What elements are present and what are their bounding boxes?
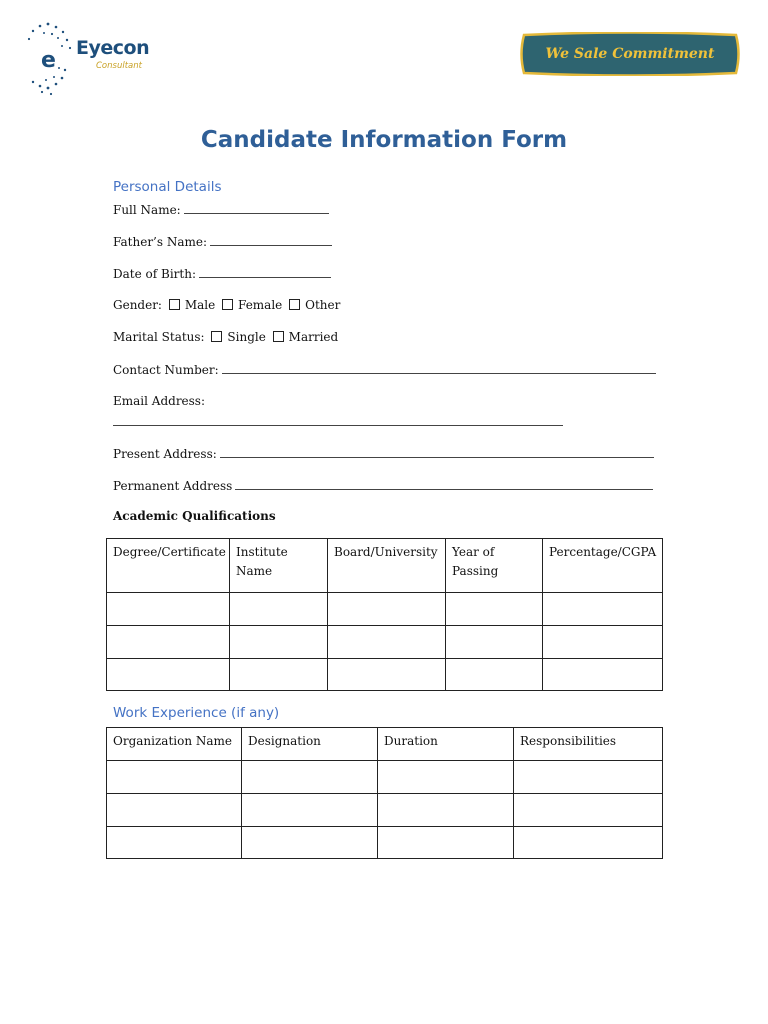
eye-logo-icon: [18, 20, 78, 98]
logo-subtitle: Consultant: [96, 61, 142, 71]
academic-qualifications-heading: Academic Qualifications: [113, 509, 276, 523]
table-cell[interactable]: [242, 827, 378, 859]
academic-table: [106, 538, 663, 691]
work-header-row: [107, 728, 663, 761]
work-experience-heading: Work Experience (if any): [113, 705, 280, 721]
marital-single-label: Single: [227, 330, 266, 344]
gender-female-label: Female: [238, 298, 283, 312]
gender-male-checkbox[interactable]: [169, 299, 180, 310]
gender-label: Gender:: [113, 298, 162, 312]
permanent-address-label: Permanent Address: [113, 479, 233, 493]
present-address-blank[interactable]: [220, 446, 654, 458]
table-row: [107, 761, 663, 794]
full-name-blank[interactable]: [184, 202, 329, 214]
table-cell[interactable]: [543, 626, 663, 659]
table-cell[interactable]: [230, 659, 328, 691]
table-cell[interactable]: [328, 593, 446, 626]
table-row: [107, 827, 663, 859]
academic-col-percentage: Percentage/CGPA: [543, 539, 663, 593]
gender-female-checkbox[interactable]: [222, 299, 233, 310]
table-cell[interactable]: [107, 626, 230, 659]
table-row: [107, 626, 663, 659]
table-cell[interactable]: [328, 626, 446, 659]
academic-col-year: Year of Passing: [446, 539, 543, 593]
permanent-address-blank[interactable]: [235, 478, 653, 490]
table-cell[interactable]: [514, 794, 663, 827]
father-name-field[interactable]: [113, 234, 332, 249]
dob-field[interactable]: [113, 266, 331, 281]
logo-name: Eyecon: [76, 37, 150, 59]
table-cell[interactable]: [107, 593, 230, 626]
academic-header-row: [107, 539, 663, 593]
table-cell[interactable]: [107, 659, 230, 691]
marital-status-field: [113, 330, 338, 344]
table-cell[interactable]: [514, 761, 663, 794]
marital-single-checkbox[interactable]: [211, 331, 222, 342]
marital-married-checkbox[interactable]: [273, 331, 284, 342]
contact-number-field[interactable]: [113, 362, 656, 377]
contact-number-label: Contact Number:: [113, 363, 219, 377]
email-blank[interactable]: [113, 414, 563, 426]
table-cell[interactable]: [514, 827, 663, 859]
gender-male-label: Male: [184, 298, 216, 312]
academic-col-degree: Degree/Certificate: [107, 539, 230, 593]
work-experience-table: [106, 727, 663, 859]
email-field[interactable]: [113, 414, 563, 429]
table-cell[interactable]: [230, 626, 328, 659]
work-col-organization: Organization Name: [107, 728, 242, 761]
table-cell[interactable]: [107, 761, 242, 794]
contact-number-blank[interactable]: [222, 362, 656, 374]
present-address-label: Present Address:: [113, 447, 217, 461]
permanent-address-field[interactable]: [113, 478, 653, 493]
table-cell[interactable]: [378, 761, 514, 794]
table-cell[interactable]: [242, 761, 378, 794]
academic-col-board: Board/University: [328, 539, 446, 593]
table-cell[interactable]: [543, 593, 663, 626]
personal-details-heading: Personal Details: [113, 179, 222, 195]
table-row: [107, 593, 663, 626]
marital-married-label: Married: [288, 330, 339, 344]
page-title: Candidate Information Form: [200, 127, 568, 153]
table-cell[interactable]: [446, 626, 543, 659]
present-address-field[interactable]: [113, 446, 654, 461]
table-cell[interactable]: [378, 794, 514, 827]
gender-other-label: Other: [305, 298, 341, 312]
table-cell[interactable]: [543, 659, 663, 691]
academic-col-institute: Institute Name: [230, 539, 328, 593]
tagline-banner: [520, 32, 740, 76]
company-logo: [18, 20, 178, 98]
full-name-field[interactable]: [113, 202, 329, 217]
tagline-text: We Sale Commitment: [545, 46, 715, 62]
table-cell[interactable]: [328, 659, 446, 691]
table-cell[interactable]: [446, 593, 543, 626]
work-col-designation: Designation: [242, 728, 378, 761]
father-name-label: Father’s Name:: [113, 235, 208, 249]
work-col-responsibilities: Responsibilities: [514, 728, 663, 761]
father-name-blank[interactable]: [210, 234, 332, 246]
svg-text:e: e: [41, 48, 56, 73]
gender-field: [113, 298, 340, 312]
table-row: [107, 794, 663, 827]
table-cell[interactable]: [107, 827, 242, 859]
table-cell[interactable]: [378, 827, 514, 859]
dob-label: Date of Birth:: [113, 267, 196, 281]
email-label: Email Address:: [113, 394, 206, 408]
gender-other-checkbox[interactable]: [289, 299, 300, 310]
table-cell[interactable]: [107, 794, 242, 827]
table-row: [107, 659, 663, 691]
table-cell[interactable]: [242, 794, 378, 827]
full-name-label: Full Name:: [113, 203, 181, 217]
table-cell[interactable]: [446, 659, 543, 691]
dob-blank[interactable]: [199, 266, 331, 278]
work-col-duration: Duration: [378, 728, 514, 761]
marital-status-label: Marital Status:: [113, 330, 205, 344]
table-cell[interactable]: [230, 593, 328, 626]
